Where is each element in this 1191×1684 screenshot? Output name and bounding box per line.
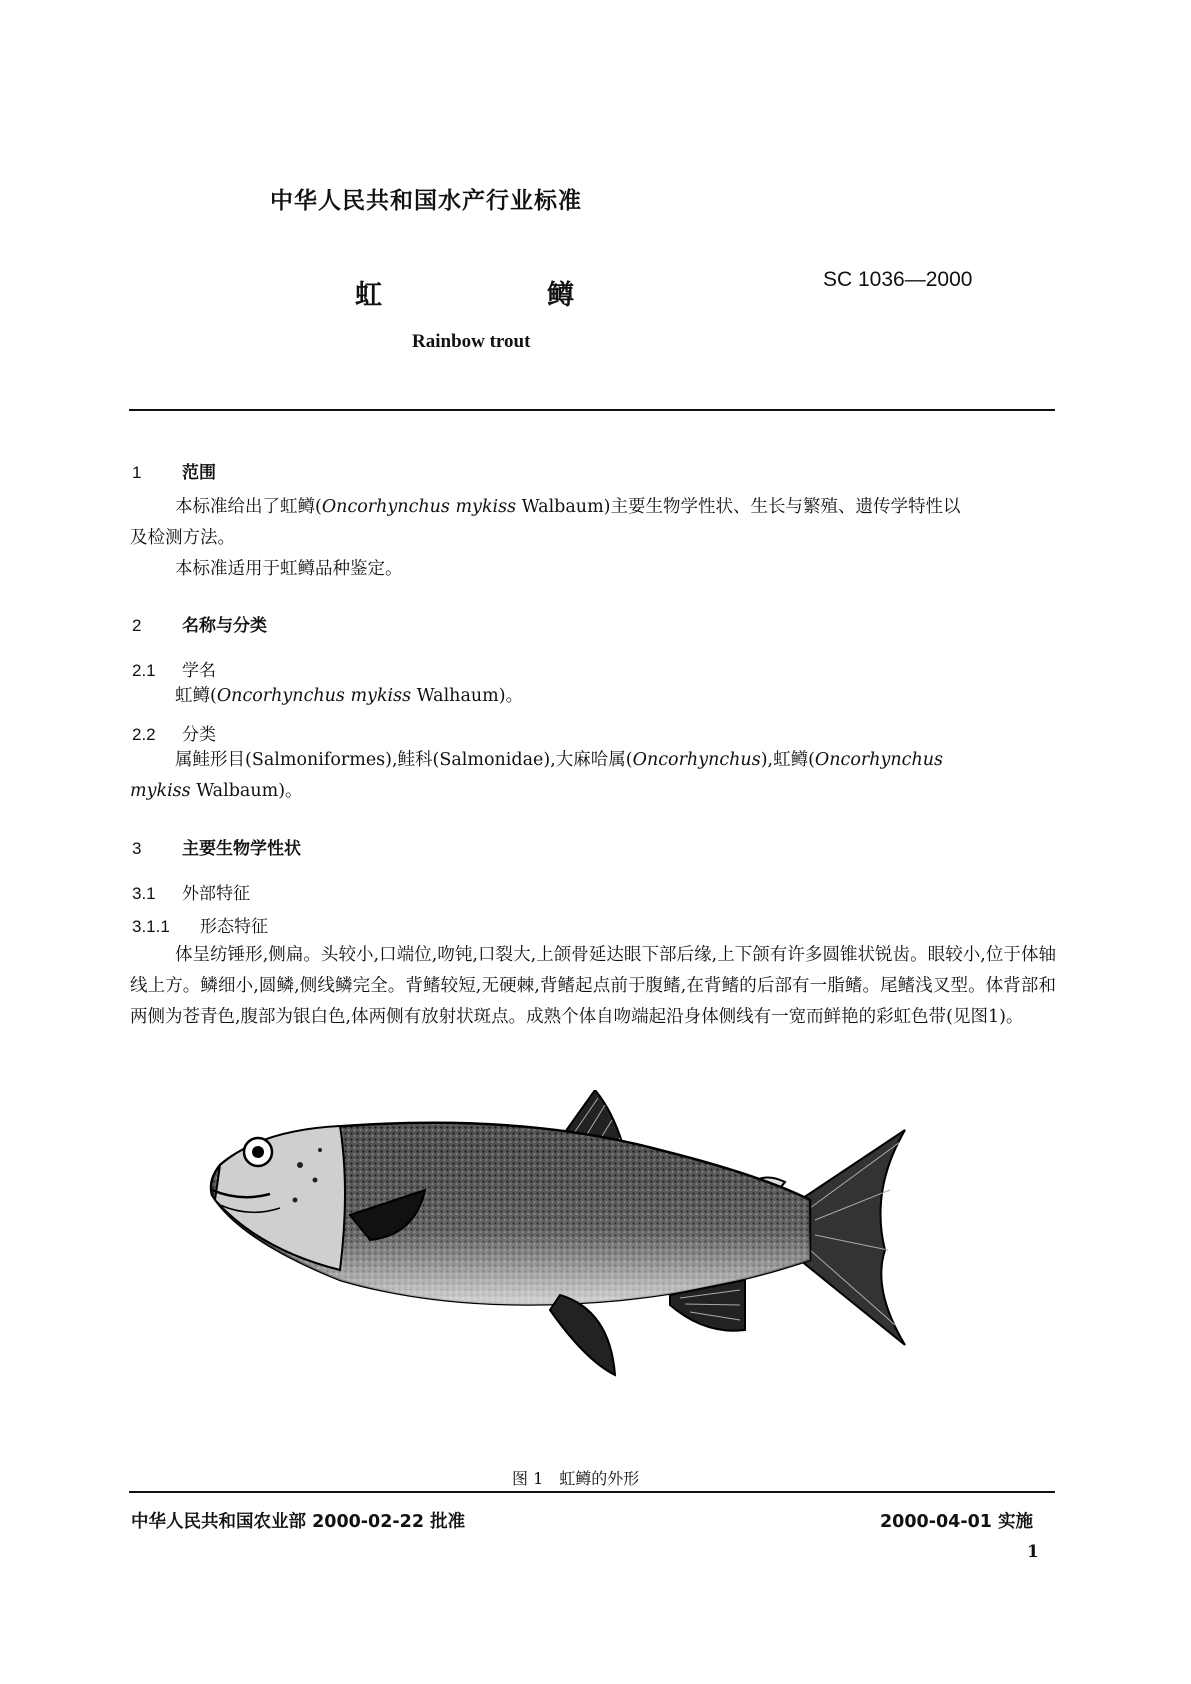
issuer-heading: 中华人民共和国水产行业标准: [270, 188, 582, 214]
page-number: 1: [1027, 1542, 1039, 1562]
section-3-1-1-text: 体呈纺锤形,侧扁。头较小,口端位,吻钝,口裂大,上颌骨延达眼下部后缘,上下颌有许多圆锥状锐齿。眼较小,位于体轴线上方。鳞细小,圆鳞,侧线鳞完全。背鳍较短,无硬棘,背鳍起点前于腹鳍,在背鳍的后部有一脂鳍。尾鳍浅叉型。体背部和两侧为苍青色,腹部为银白色,体两侧有放射状斑点。成熟个体自吻端起沿身体侧线有一宽而鲜艳的彩虹色带(见图1)。: [130, 945, 1056, 1027]
header-divider: [129, 409, 1055, 411]
title-char-2: 鳟: [547, 280, 574, 311]
section-2-1-heading: 2.1 学名: [132, 661, 216, 681]
section-2-heading: 2 名称与分类: [132, 616, 267, 636]
section-3-1-heading: 3.1 外部特征: [132, 884, 250, 904]
figure-caption: 图 1 虹鳟的外形: [512, 1469, 640, 1488]
section-2-2-text: 属鲑形目(Salmoniformes),鲑科(Salmonidae),大麻哈属(Oncorhynchus),虹鳟(Oncorhynchus mykiss Walbaum)。: [130, 750, 943, 801]
section-1-heading: 1 范围: [132, 463, 216, 483]
title-char-1: 虹: [355, 280, 382, 311]
section-3-heading: 3 主要生物学性状: [132, 839, 301, 859]
trout-illustration-icon: [200, 1090, 980, 1410]
section-3-1-1-heading: 3.1.1 形态特征: [132, 917, 268, 937]
standard-number: SC 1036—2000: [823, 268, 973, 291]
section-2-2-heading: 2.2 分类: [132, 725, 216, 745]
approval-note: 中华人民共和国农业部 2000-02-22 批准: [131, 1512, 466, 1532]
effective-date: 2000-04-01 实施: [880, 1512, 1034, 1532]
section-2-1-text: 虹鳟(Oncorhynchus mykiss Walhaum)。: [175, 686, 524, 706]
english-title: Rainbow trout: [412, 331, 531, 352]
section-1-paragraph: 本标准给出了虹鳟(Oncorhynchus mykiss Walbaum)主要生物学性状、生长与繁殖、遗传学特性以 及检测方法。 本标准适用于虹鳟品种鉴定。: [130, 497, 961, 579]
footer-divider: [129, 1491, 1055, 1493]
